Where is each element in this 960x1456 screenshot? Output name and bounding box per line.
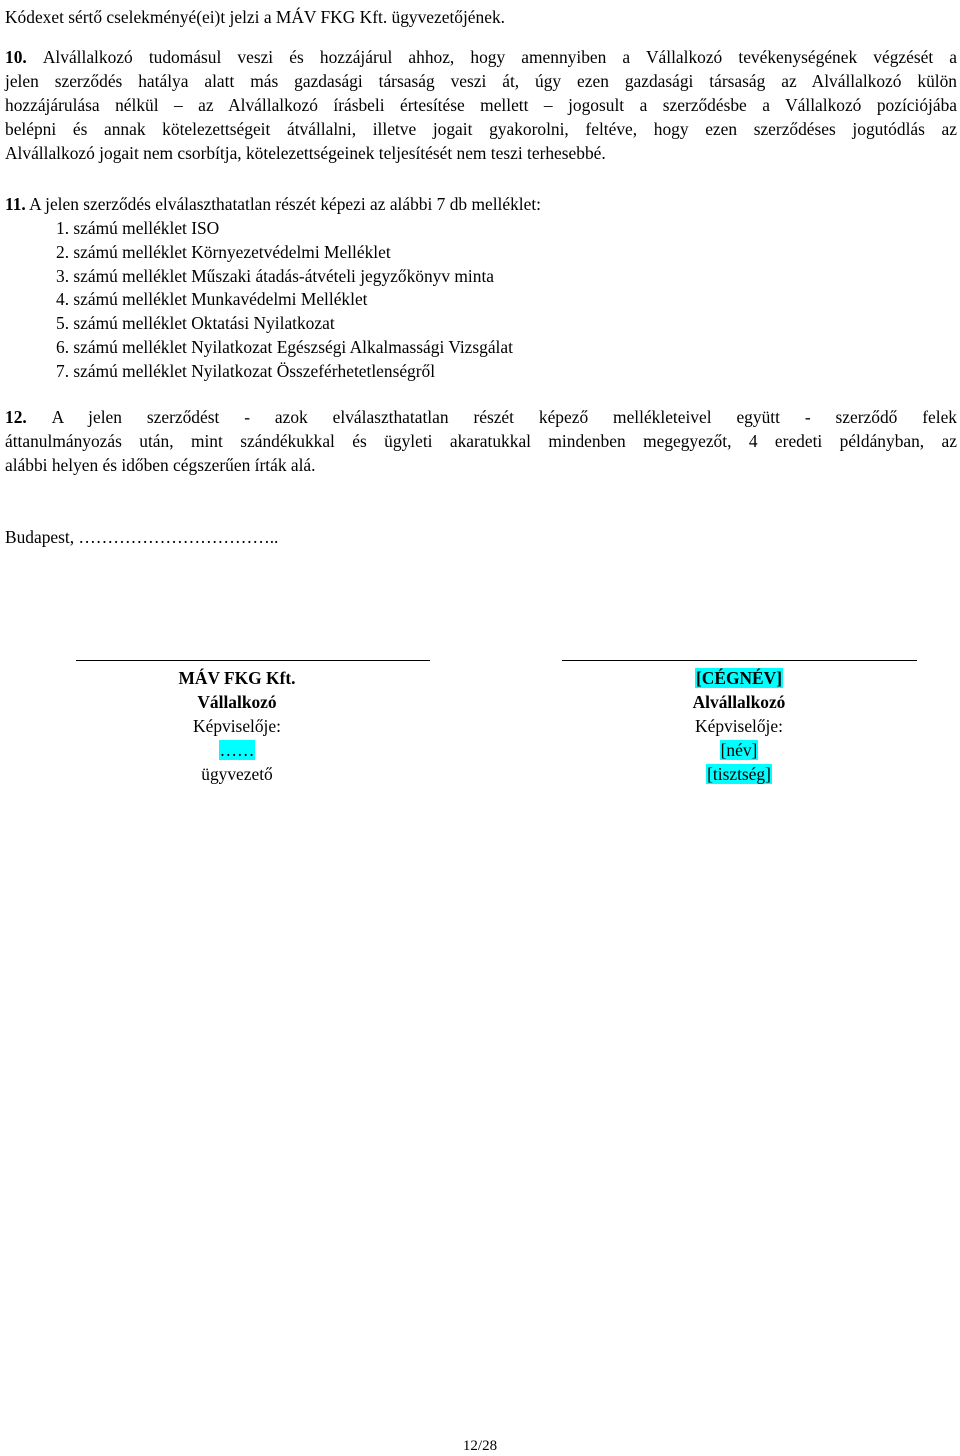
signatory-company: MÁV FKG Kft. xyxy=(178,668,296,688)
representative-label: Képviselője: xyxy=(695,716,783,736)
section-10-line: belépni és annak kötelezettségeit átvállalni, illetve jogait gyakorolni, feltéve, hogy ezen szerződéses jogutódlás az xyxy=(5,119,957,139)
page-number: 12/28 xyxy=(462,1438,498,1454)
annex-item: 4. számú melléklet Munkavédelmi Melléklet xyxy=(56,289,368,309)
signature-block-left xyxy=(57,666,417,786)
annex-item: 6. számú melléklet Nyilatkozat Egészségi Alkalmassági Vizsgálat xyxy=(56,337,513,357)
annex-item: 1. számú melléklet ISO xyxy=(56,218,220,238)
representative-title: [tisztség] xyxy=(707,764,771,784)
section-12 xyxy=(5,405,957,477)
section-11-number: 11. xyxy=(5,194,26,214)
section-10-number: 10. xyxy=(5,47,27,67)
section-10-line: hozzájárulása nélkül – az Alvállalkozó írásbeli értesítése mellett – jogosult a szerződésbe a Vállalkozó pozíciójába xyxy=(5,95,957,115)
place-date: Budapest, …………………………….. xyxy=(5,527,279,547)
signatory-role: Vállalkozó xyxy=(197,692,277,712)
section-11-heading: 11. A jelen szerződés elválaszthatatlan részét képezi az alábbi 7 db melléklet: xyxy=(5,194,541,214)
representative-name: …… xyxy=(219,740,255,760)
signature-line-right xyxy=(562,660,917,661)
section-10-line: 10. Alvállalkozó tudomásul veszi és hozzájárul ahhoz, hogy amennyiben a Vállalkozó tevékenységének végzését a xyxy=(5,47,957,67)
signatory-role: Alvállalkozó xyxy=(692,692,786,712)
section-12-line: alábbi helyen és időben cégszerűen írták alá. xyxy=(5,455,316,475)
representative-label: Képviselője: xyxy=(193,716,281,736)
representative-name: [név] xyxy=(720,740,758,760)
annex-item: 7. számú melléklet Nyilatkozat Összeférhetetlenségről xyxy=(56,361,436,381)
annex-item: 3. számú melléklet Műszaki átadás-átvételi jegyzőkönyv minta xyxy=(56,266,495,286)
intro-line: Kódexet sértő cselekményé(ei)t jelzi a MÁV FKG Kft. ügyvezetőjének. xyxy=(5,7,505,27)
signatory-company: [CÉGNÉV] xyxy=(696,668,782,688)
section-12-line: áttanulmányozás után, mint szándékukkal és ügyleti akaratukkal mindenben megegyezőt, 4 eredeti példányban, az xyxy=(5,431,957,451)
section-12-line: 12. A jelen szerződést - azok elválaszthatatlan részét képező mellékleteivel együtt - szerződő felek xyxy=(5,407,958,427)
section-10-line: jelen szerződés hatálya alatt más gazdasági társaság veszi át, úgy ezen gazdasági társaság az Alvállalkozó külön xyxy=(5,71,957,91)
annex-item: 2. számú melléklet Környezetvédelmi Melléklet xyxy=(56,242,391,262)
section-10-line: Alvállalkozó jogait nem csorbítja, kötelezettségeinek teljesítését nem teszi terhesebbé. xyxy=(5,143,606,163)
representative-title: ügyvezető xyxy=(201,764,273,784)
section-12-number: 12. xyxy=(5,407,27,427)
annex-item: 5. számú melléklet Oktatási Nyilatkozat xyxy=(56,313,335,333)
signature-line-left xyxy=(76,660,430,661)
signature-block-right xyxy=(559,666,919,786)
section-10 xyxy=(5,45,957,165)
